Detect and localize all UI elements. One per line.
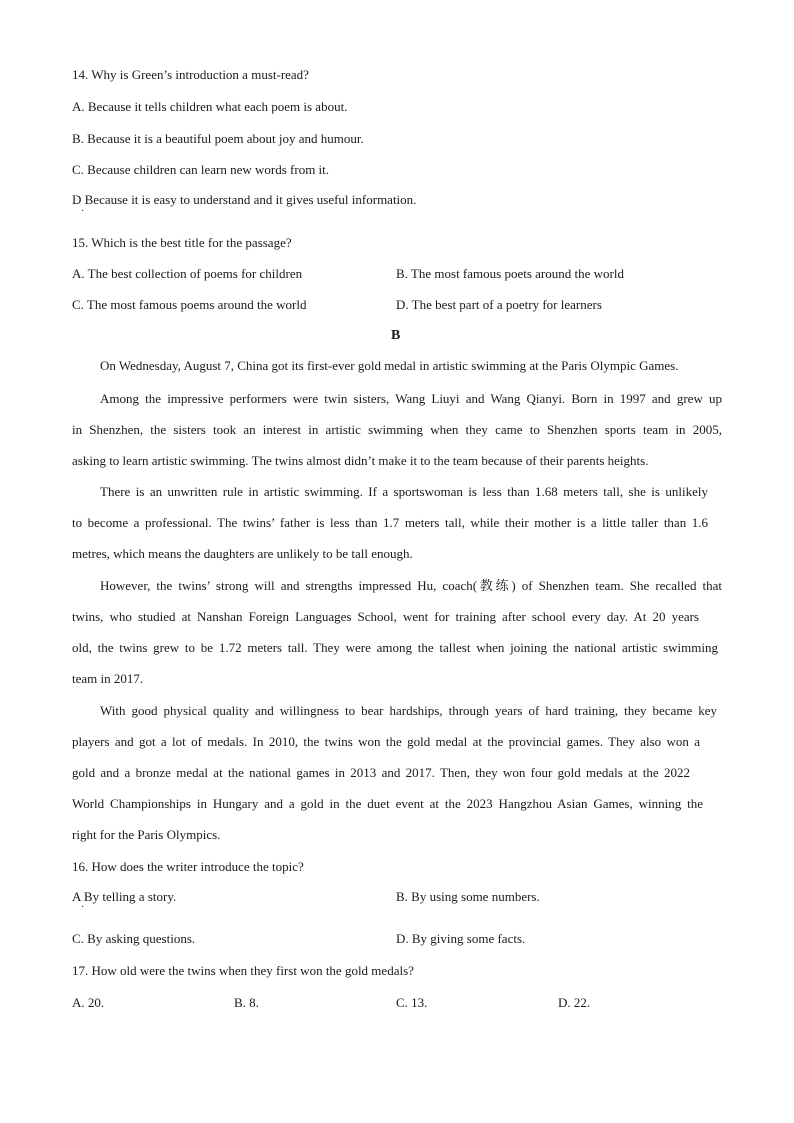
- paragraph-line: twins, who studied at Nanshan Foreign Languages School, went for training after school every day. At 20 years: [72, 609, 699, 624]
- paragraph-line: However, the twins’ strong will and strengths impressed Hu, coach(教练) of Shenzhen team. She recalled that: [100, 578, 722, 593]
- paragraph-line: gold and a bronze medal at the national games in 2013 and 2017. Then, they won four gold medals at the 2022: [72, 765, 690, 780]
- paragraph-line: old, the twins grew to be 1.72 meters tall. They were among the tallest when joining the national artistic swimming: [72, 640, 718, 655]
- q15-option-c: C. The most famous poems around the world: [72, 297, 307, 312]
- section-heading: B: [391, 328, 401, 343]
- paragraph-line: On Wednesday, August 7, China got its first-ever gold medal in artistic swimming at the Paris Olympic Games.: [100, 358, 679, 373]
- paragraph-line: in Shenzhen, the sisters took an interest in artistic swimming when they came to Shenzhen sports team in 2005,: [72, 422, 722, 437]
- dot-mark: ·: [81, 902, 85, 913]
- q15-option-a: A. The best collection of poems for children: [72, 266, 303, 281]
- paragraph-line: metres, which means the daughters are unlikely to be tall enough.: [72, 546, 413, 561]
- q17-question: 17. How old were the twins when they first won the gold medals?: [72, 963, 414, 978]
- q17-option-a: A. 20.: [72, 995, 105, 1010]
- q14-question: 14. Why is Green’s introduction a must-read?: [72, 67, 309, 82]
- paragraph-line: right for the Paris Olympics.: [72, 827, 221, 842]
- q16-option-d: D. By giving some facts.: [396, 931, 526, 946]
- q16-option-b: B. By using some numbers.: [396, 889, 540, 904]
- paragraph-line: asking to learn artistic swimming. The twins almost didn’t make it to the team because of their parents heights.: [72, 453, 649, 468]
- dot-mark: ·: [81, 206, 85, 217]
- q14-option-d: D Because it is easy to understand and it gives useful information.: [72, 192, 417, 207]
- q17-option-c: C. 13.: [396, 995, 428, 1010]
- q15-option-b: B. The most famous poets around the world: [396, 266, 624, 281]
- paragraph-line: There is an unwritten rule in artistic swimming. If a sportswoman is less than 1.68 meters tall, she is unlikely: [100, 484, 708, 499]
- q16-question: 16. How does the writer introduce the topic?: [72, 859, 304, 874]
- paragraph-line: to become a professional. The twins’ father is less than 1.7 meters tall, while their mother is a little taller than 1.6: [72, 515, 708, 530]
- paragraph-line: team in 2017.: [72, 671, 144, 686]
- q14-option-c: C. Because children can learn new words from it.: [72, 162, 330, 177]
- q16-option-a: A By telling a story.: [72, 889, 177, 904]
- q16-option-c: C. By asking questions.: [72, 931, 196, 946]
- paragraph-line: World Championships in Hungary and a gold in the duet event at the 2023 Hangzhou Asian Games, winning the: [72, 796, 703, 811]
- q14-option-b: B. Because it is a beautiful poem about joy and humour.: [72, 131, 364, 146]
- paragraph-line: With good physical quality and willingness to bear hardships, through years of hard training, they became key: [100, 703, 717, 718]
- q14-option-a: A. Because it tells children what each poem is about.: [72, 99, 348, 114]
- q15-option-d: D. The best part of a poetry for learners: [396, 297, 602, 312]
- q17-option-d: D. 22.: [558, 995, 591, 1010]
- q17-option-b: B. 8.: [234, 995, 259, 1010]
- q15-question: 15. Which is the best title for the passage?: [72, 235, 292, 250]
- paragraph-line: Among the impressive performers were twin sisters, Wang Liuyi and Wang Qianyi. Born in 1997 and grew up: [100, 391, 722, 406]
- paragraph-line: players and got a lot of medals. In 2010, the twins won the gold medal at the provincial games. They also won a: [72, 734, 700, 749]
